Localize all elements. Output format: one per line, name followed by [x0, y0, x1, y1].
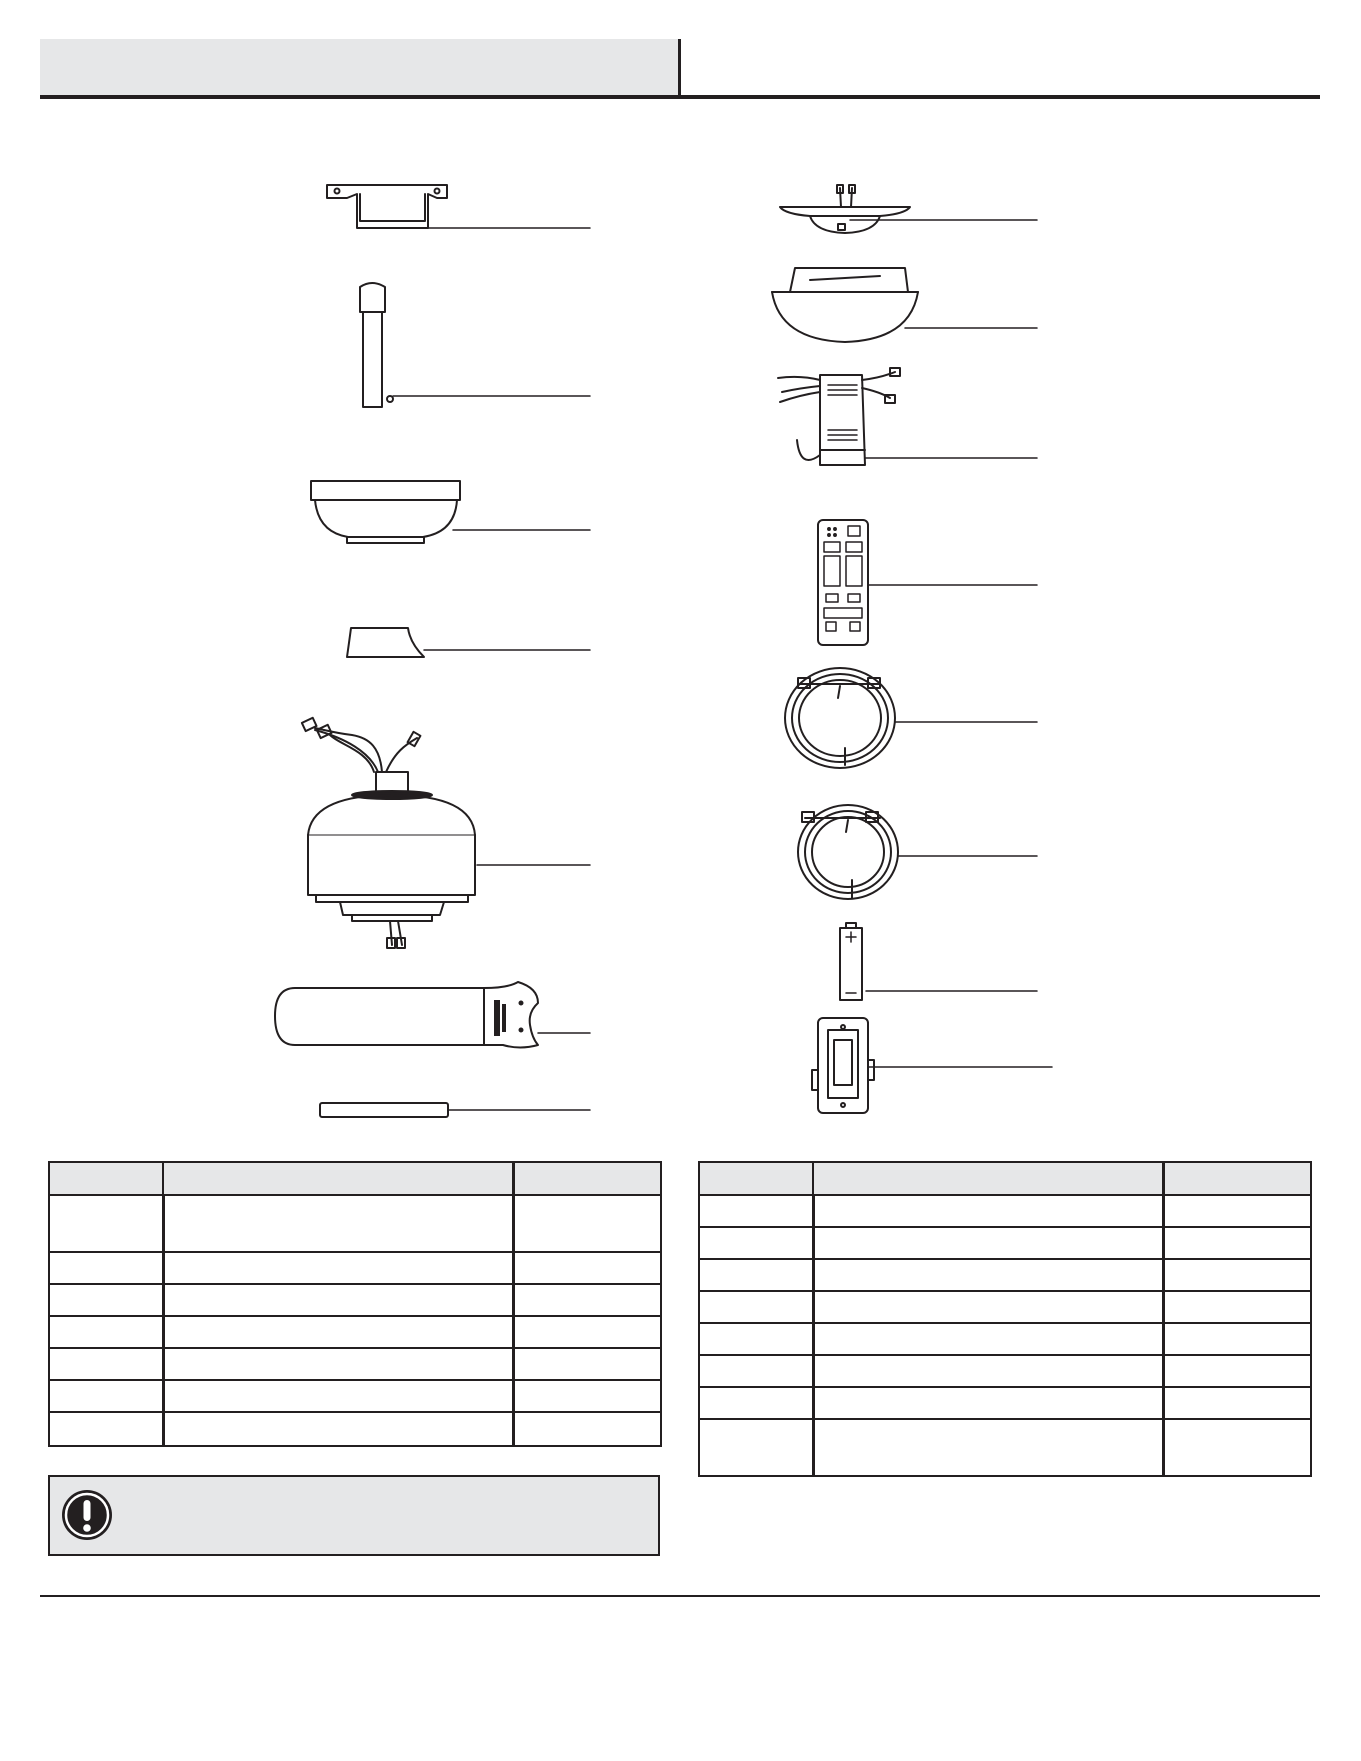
cell-part — [49, 1252, 163, 1284]
cell-description — [813, 1195, 1163, 1227]
extension-wire-long-icon — [785, 668, 1037, 768]
table-row — [49, 1195, 661, 1252]
cell-description — [163, 1316, 513, 1348]
table-row — [699, 1291, 1311, 1323]
cell-part — [49, 1380, 163, 1412]
cell-description — [813, 1355, 1163, 1387]
table-row — [49, 1284, 661, 1316]
header-quantity — [513, 1162, 661, 1195]
cell-part — [699, 1419, 813, 1476]
parts-table-right — [698, 1161, 1312, 1477]
cell-part — [699, 1355, 813, 1387]
downrod-icon — [360, 283, 590, 407]
remote-control-icon — [818, 520, 1037, 645]
table-header-row — [699, 1162, 1311, 1195]
table-header-row — [49, 1162, 661, 1195]
cell-description — [813, 1419, 1163, 1476]
cell-quantity — [1163, 1387, 1311, 1419]
cell-description — [813, 1387, 1163, 1419]
cell-part — [699, 1227, 813, 1259]
parts-table-left — [48, 1161, 662, 1447]
cell-part — [49, 1316, 163, 1348]
cell-part — [49, 1195, 163, 1252]
cell-quantity — [1163, 1227, 1311, 1259]
receiver-icon — [778, 368, 1037, 465]
cell-description — [163, 1348, 513, 1380]
cell-quantity — [1163, 1291, 1311, 1323]
wall-holder-icon — [812, 1018, 1052, 1113]
table-row — [699, 1227, 1311, 1259]
table-row — [699, 1195, 1311, 1227]
cell-description — [813, 1259, 1163, 1291]
header-quantity — [1163, 1162, 1311, 1195]
table-row — [49, 1412, 661, 1446]
canopy-icon — [311, 481, 590, 543]
battery-icon — [840, 923, 1037, 1000]
header-description — [163, 1162, 513, 1195]
cell-quantity — [1163, 1355, 1311, 1387]
cell-description — [163, 1380, 513, 1412]
table-row — [49, 1380, 661, 1412]
cell-quantity — [513, 1412, 661, 1446]
cell-quantity — [513, 1284, 661, 1316]
cell-part — [699, 1387, 813, 1419]
table-row — [699, 1355, 1311, 1387]
header-description — [813, 1162, 1163, 1195]
cell-description — [813, 1291, 1163, 1323]
cell-quantity — [1163, 1419, 1311, 1476]
cell-description — [163, 1252, 513, 1284]
table-row — [49, 1316, 661, 1348]
cell-description — [813, 1227, 1163, 1259]
cell-part — [699, 1291, 813, 1323]
blade-balancing-kit-icon — [320, 1103, 590, 1117]
motor-assembly-icon — [302, 718, 590, 948]
footer-rule — [40, 1595, 1320, 1597]
cell-part — [699, 1259, 813, 1291]
fan-blade-icon — [275, 982, 590, 1048]
cell-part — [49, 1412, 163, 1446]
notice-box — [48, 1475, 660, 1556]
header-part — [699, 1162, 813, 1195]
cell-part — [49, 1348, 163, 1380]
cell-quantity — [513, 1380, 661, 1412]
cell-description — [163, 1195, 513, 1252]
light-kit-plate-icon — [780, 185, 1037, 233]
table-row — [699, 1419, 1311, 1476]
header-part — [49, 1162, 163, 1195]
extension-wire-short-icon — [798, 805, 1037, 899]
cell-description — [163, 1284, 513, 1316]
table-row — [699, 1323, 1311, 1355]
cell-part — [49, 1284, 163, 1316]
canopy-cover-icon — [347, 628, 590, 657]
exclamation-icon — [61, 1489, 113, 1541]
cell-quantity — [513, 1348, 661, 1380]
cell-quantity — [513, 1252, 661, 1284]
cell-description — [163, 1412, 513, 1446]
table-row — [49, 1252, 661, 1284]
mounting-bracket-icon — [327, 185, 590, 228]
light-glass-icon — [772, 268, 1037, 342]
cell-quantity — [1163, 1259, 1311, 1291]
cell-part — [699, 1323, 813, 1355]
cell-quantity — [1163, 1195, 1311, 1227]
table-row — [49, 1348, 661, 1380]
cell-part — [699, 1195, 813, 1227]
cell-quantity — [1163, 1323, 1311, 1355]
table-row — [699, 1387, 1311, 1419]
cell-quantity — [513, 1195, 661, 1252]
cell-quantity — [513, 1316, 661, 1348]
table-row — [699, 1259, 1311, 1291]
cell-description — [813, 1323, 1163, 1355]
